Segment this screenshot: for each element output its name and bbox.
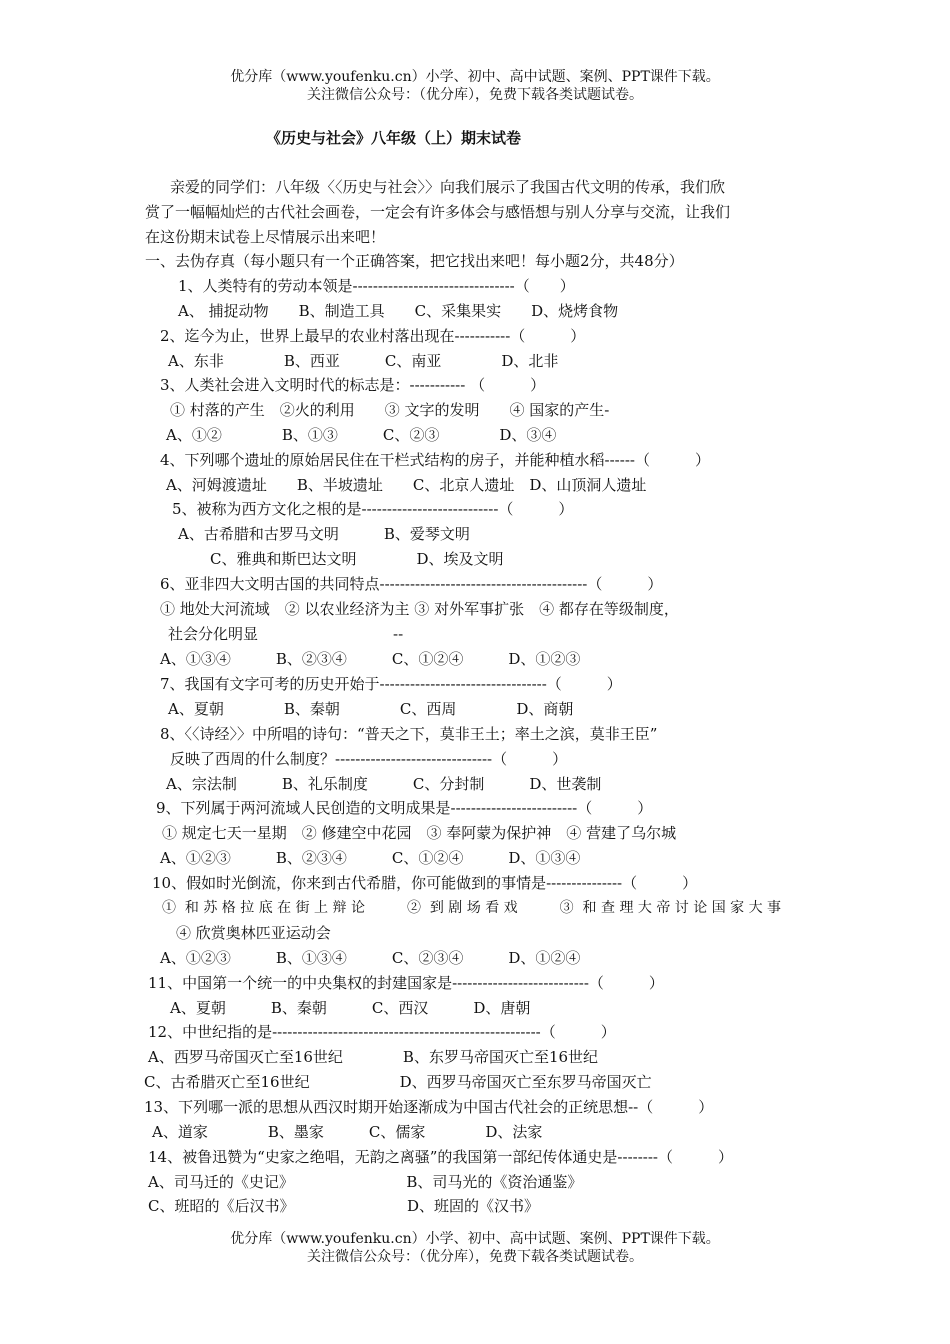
options-q6: A、①③④ B、②③④ C、①②④ D、①②③	[160, 650, 581, 668]
question-12: 12、中世纪指的是-----------------------------------------------------（ ）	[148, 1023, 616, 1041]
question-4: 4、下列哪个遗址的原始居民住在干栏式结构的房子，并能种植水稻------（ ）	[160, 451, 710, 469]
options-q13: A、道家 B、墨家 C、儒家 D、法家	[152, 1123, 543, 1141]
options-q2: A、东非 B、西亚 C、南亚 D、北非	[168, 352, 559, 370]
question-14: 14、被鲁迅赞为“史家之绝唱，无韵之离骚”的我国第一部纪传体通史是--------（ ）	[148, 1148, 733, 1166]
options-q1: A、 捕捉动物 B、制造工具 C、采集果实 D、烧烤食物	[178, 302, 619, 320]
options-q8: A、宗法制 B、礼乐制度 C、分封制 D、世袭制	[166, 775, 602, 793]
question-6: 6、亚非四大文明古国的共同特点-----------------------------------------（ ）	[160, 575, 663, 593]
options-q9: A、①②③ B、②③④ C、①②④ D、①③④	[160, 849, 581, 867]
options-q11: A、夏朝 B、秦朝 C、西汉 D、唐朝	[170, 999, 531, 1017]
choices-q9: ① 规定七天一星期 ② 修建空中花园 ③ 奉阿蒙为保护神 ④ 营建了乌尔城	[162, 824, 677, 842]
question-8-cont: 反映了西周的什么制度？-------------------------------（ ）	[170, 750, 568, 768]
question-3: 3、人类社会进入文明时代的标志是：----------- （ ）	[160, 376, 546, 394]
options-q3: A、①② B、①③ C、②③ D、③④	[166, 426, 557, 444]
page-title: 《历史与社会》八年级（上）期末试卷	[266, 129, 522, 147]
question-2: 2、迄今为止，世界上最早的农业村落出现在-----------（ ）	[160, 327, 586, 345]
options-q5-a: A、古希腊和古罗马文明 B、爱琴文明	[178, 525, 470, 543]
options-q12-a: A、西罗马帝国灭亡至16世纪 B、东罗马帝国灭亡至16世纪	[148, 1048, 599, 1066]
section-heading: 一、去伪存真（每小题只有一个正确答案，把它找出来吧！每小题2分，共48分）	[145, 252, 684, 270]
options-q12-b: C、古希腊灭亡至16世纪 D、西罗马帝国灭亡至东罗马帝国灭亡	[144, 1073, 652, 1091]
question-9: 9、下列属于两河流域人民创造的文明成果是-------------------------（ ）	[156, 799, 653, 817]
question-13: 13、下列哪一派的思想从西汉时期开始逐渐成为中国古代社会的正统思想--（ ）	[144, 1098, 714, 1116]
options-q14-b: C、班昭的《后汉书》 D、班固的《汉书》	[148, 1197, 540, 1215]
intro-line-2: 赏了一幅幅灿烂的古代社会画卷，一定会有许多体会与感悟想与别人分享与交流，让我们	[145, 203, 731, 221]
options-q4: A、河姆渡遗址 B、半坡遗址 C、北京人遗址 D、山顶洞人遗址	[166, 476, 647, 494]
choices-q10: ① 和 苏 格 拉 底 在 街 上 辩 论 ② 到 剧 场 看 戏 ③ 和 查 理 大 帝 讨 论 国 家 大 事	[162, 900, 782, 916]
choices-q6-cont: 社会分化明显 --	[168, 625, 404, 643]
footer-line-2: 关注微信公众号：（优分库），免费下载各类试题试卷。	[307, 1249, 643, 1265]
intro-line-1: 亲爱的同学们：八年级〈〈历史与社会〉〉向我们展示了我国古代文明的传承，我们欣	[170, 178, 726, 196]
options-q10: A、①②③ B、①③④ C、②③④ D、①②④	[160, 949, 581, 967]
choices-q6: ① 地处大河流域 ② 以农业经济为主 ③ 对外军事扩张 ④ 都存在等级制度，	[160, 600, 679, 618]
footer-line-1: 优分库（www.youfenku.cn）小学、初中、高中试题、案例、PPT课件下载。	[230, 1231, 720, 1247]
question-1: 1、人类特有的劳动本领是--------------------------------（ ）	[178, 277, 575, 295]
intro-line-3: 在这份期末试卷上尽情展示出来吧！	[145, 228, 386, 246]
question-10: 10、假如时光倒流，你来到古代希腊，你可能做到的事情是---------------（ ）	[152, 874, 698, 892]
choices-q3: ① 村落的产生 ②火的利用 ③ 文字的发明 ④ 国家的产生-	[170, 401, 610, 419]
question-8: 8、〈〈诗经〉〉中所唱的诗句：“普天之下，莫非王土；率土之滨，莫非王臣”	[160, 725, 658, 743]
options-q5-b: C、雅典和斯巴达文明 D、埃及文明	[210, 550, 504, 568]
question-5: 5、被称为西方文化之根的是---------------------------（ ）	[172, 500, 574, 518]
question-11: 11、中国第一个统一的中央集权的封建国家是---------------------------（ ）	[148, 974, 664, 992]
header-line-1: 优分库（www.youfenku.cn）小学、初中、高中试题、案例、PPT课件下载。	[230, 69, 720, 85]
options-q14-a: A、司马迁的《史记》 B、司马光的《资治通鉴》	[148, 1173, 583, 1191]
question-7: 7、我国有文字可考的历史开始于---------------------------------（ ）	[160, 675, 622, 693]
header-line-2: 关注微信公众号：（优分库），免费下载各类试题试卷。	[307, 87, 643, 103]
options-q7: A、夏朝 B、秦朝 C、西周 D、商朝	[168, 700, 574, 718]
choices-q10-cont: ④ 欣赏奥林匹亚运动会	[176, 924, 331, 942]
